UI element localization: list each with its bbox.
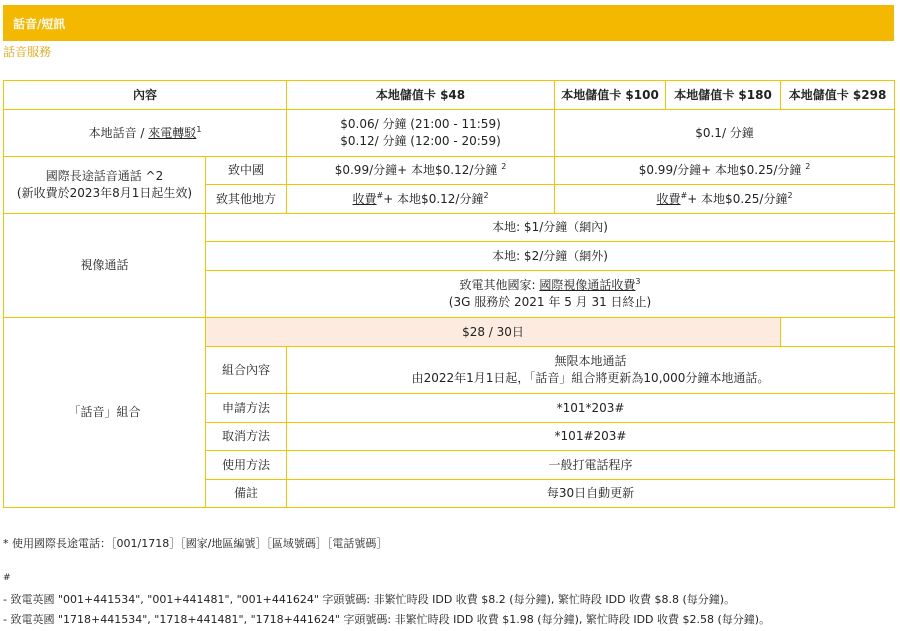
- video-rate-onnet: 本地: $1/分鐘（網內): [206, 214, 895, 242]
- footnote-mark: 2: [501, 162, 507, 171]
- bundle-remark-value: 每30日自動更新: [287, 480, 895, 508]
- bundle-apply-label: 申請方法: [206, 394, 287, 423]
- video-intl-text: 致電其他國家:: [459, 278, 540, 292]
- local-rate-48-peak: $0.12/ 分鐘 (12:00 - 20:59): [340, 134, 501, 148]
- video-3g-note: (3G 服務於 2021 年 5 月 31 日終止): [448, 295, 652, 309]
- footnote-mark: 2: [483, 190, 489, 200]
- idd-fee-link[interactable]: 收費: [656, 191, 681, 206]
- idd-other-other: [555, 185, 895, 214]
- footnote-mark: #: [680, 190, 688, 200]
- local-rate-48: [287, 110, 555, 157]
- video-rate-intl: [206, 271, 895, 318]
- idd-other-other-text: + 本地$0.25/分鐘: [687, 191, 788, 206]
- rates-table: [3, 80, 895, 508]
- section-subtitle: 話音服務: [3, 45, 52, 59]
- idd-other-label: 致其他地方: [206, 185, 287, 214]
- idd-fee-link[interactable]: 收費: [352, 191, 377, 206]
- header-content: 內容: [4, 81, 287, 110]
- bundle-price-blank: [781, 318, 895, 347]
- header-card-100: 本地儲值卡 $100: [555, 81, 666, 110]
- bundle-content-value: [287, 347, 895, 394]
- header-title: 話音/短訊: [13, 17, 66, 31]
- idd-china-other-text: $0.99/分鐘+ 本地$0.25/分鐘: [638, 163, 802, 177]
- footnote-mark: 2: [805, 162, 811, 171]
- local-voice-label: [4, 110, 287, 157]
- footnote-mark: 2: [787, 190, 793, 200]
- bundle-content-label: 組合內容: [206, 347, 287, 394]
- idd-other-48-text: + 本地$0.12/分鐘: [383, 191, 484, 206]
- bundle-apply-value: *101*203#: [287, 394, 895, 423]
- header-card-180: 本地儲值卡 $180: [666, 81, 781, 110]
- table-header-row: [4, 81, 895, 110]
- idd-china-48-text: $0.99/分鐘+ 本地$0.12/分鐘: [334, 163, 498, 177]
- footnote-mark: #: [376, 190, 384, 200]
- idd-label: [4, 157, 206, 214]
- video-rate-offnet: 本地: $2/分鐘（網外): [206, 242, 895, 271]
- local-rate-other: $0.1/ 分鐘: [555, 110, 895, 157]
- idd-china-48: [287, 157, 555, 185]
- idd-china-other: [555, 157, 895, 185]
- idd-dial-note: * 使用國際長途電話：［001/1718］［國家/地區編號］［區域號碼］［電話號碼］: [3, 537, 388, 550]
- table-row-idd-china: [4, 157, 895, 185]
- header-card-48: 本地儲值卡 $48: [287, 81, 555, 110]
- footnote-mark: 3: [635, 277, 641, 286]
- table-row-video-1: [4, 214, 895, 242]
- footnote-mark: 1: [196, 124, 202, 134]
- bundle-content-line2: 由2022年1月1日起，「話音」組合將更新為10,000分鐘本地通話。: [411, 371, 770, 385]
- bundle-use-value: 一般打電話程序: [287, 451, 895, 480]
- bundle-remark-label: 備註: [206, 480, 287, 508]
- header-bar: [3, 5, 894, 41]
- idd-china-label: 致中國: [206, 157, 287, 185]
- video-label: 視像通話: [4, 214, 206, 318]
- table-row-bundle-price: [4, 318, 895, 347]
- bundle-price: $28 / 30日: [206, 318, 781, 347]
- video-intl-line: [206, 277, 894, 294]
- idd-other-48: [287, 185, 555, 214]
- table-row-local: [4, 110, 895, 157]
- idd-label-effective: (新收費於2023年8月1日起生效): [16, 186, 193, 200]
- video-intl-fee-link[interactable]: 國際視像通話收費: [539, 278, 636, 292]
- local-voice-text: 本地話音 /: [88, 125, 149, 140]
- bundle-use-label: 使用方法: [206, 451, 287, 480]
- header-card-298: 本地儲值卡 $298: [781, 81, 895, 110]
- hash-note-mark: #: [3, 573, 11, 583]
- bundle-cancel-value: *101#203#: [287, 423, 895, 451]
- bundle-content-line1: 無限本地通話: [554, 354, 627, 368]
- bundle-cancel-label: 取消方法: [206, 423, 287, 451]
- uk-rate-note-001: - 致電英國 "001+441534", "001+441481", "001+441624" 字頭號碼: 非繁忙時段 IDD 收費 $8.2 (每分鐘), 繁忙時段 IDD 收費 $8.8 (每分鐘)。: [3, 593, 736, 606]
- bundle-label: 「話音」組合: [4, 318, 206, 508]
- local-rate-48-offpeak: $0.06/ 分鐘 (21:00 - 11:59): [340, 117, 501, 131]
- uk-rate-note-1718: - 致電英國 "1718+441534", "1718+441481", "1718+441624" 字頭號碼: 非繁忙時段 IDD 收費 $1.98 (每分鐘), 繁忙時段 IDD 收費 $2.58 (每分鐘)。: [3, 613, 771, 626]
- call-forward-link[interactable]: 來電轉駁: [148, 125, 197, 140]
- idd-label-title: 國際長途話音通話 ^2: [45, 169, 164, 183]
